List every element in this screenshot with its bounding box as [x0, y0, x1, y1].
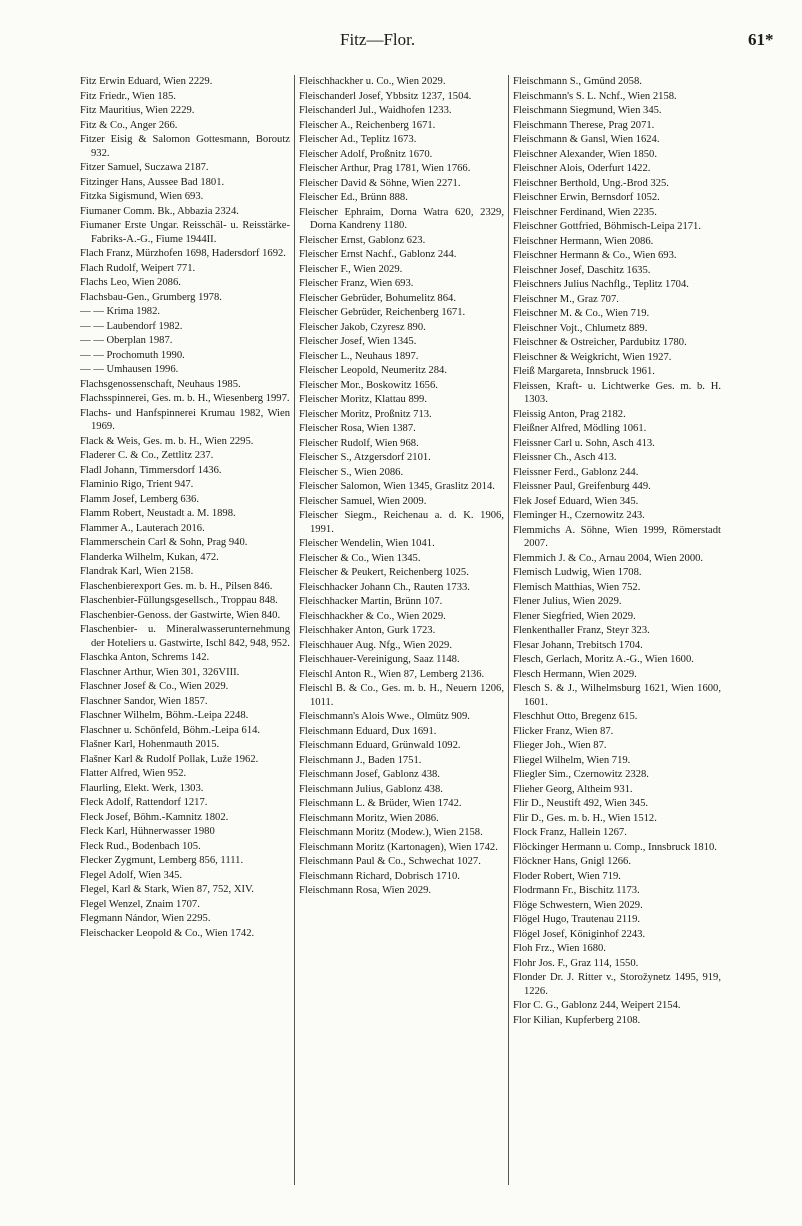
column-1 — [80, 75, 290, 1180]
directory-entry: Flegel Adolf, Wien 345. — [80, 869, 183, 881]
directory-entry: Fleischer Jakob, Czyresz 890. — [299, 321, 426, 333]
directory-entry: Flemmichs A. Söhne, Wien 1999, Römerstadt 2007. — [513, 524, 721, 549]
directory-entry: Fleischer Moritz, Klattau 899. — [299, 394, 427, 405]
column-3 — [513, 75, 721, 1180]
directory-entry: Flögel Hugo, Trautenau 2119. — [513, 914, 641, 925]
directory-entry: Fleischhackher u. Co., Wien 2029. — [299, 76, 446, 87]
directory-entry: Flaurling, Elekt. Werk, 1303. — [80, 782, 204, 794]
directory-entry: Flack & Weis, Ges. m. b. H., Wien 2295. — [80, 435, 254, 447]
directory-entry: Flieger Joh., Wien 87. — [513, 740, 607, 751]
directory-entry: Fleischner Josef, Daschitz 1635. — [513, 264, 651, 276]
directory-entry: Fleischhacker Martin, Brünn 107. — [299, 596, 443, 607]
directory-entry: Fleischacker Leopold & Co., Wien 1742. — [80, 927, 255, 939]
directory-entry: Fleischer A., Reichenberg 1671. — [299, 119, 436, 131]
directory-entry: Flohr Jos. F., Graz 114, 1550. — [513, 957, 639, 969]
directory-entry: Fleissner Ch., Asch 413. — [513, 452, 617, 463]
directory-entry: Fleischmann Eduard, Dux 1691. — [299, 725, 437, 737]
directory-entry: Flecker Zygmunt, Lemberg 856, 1111. — [80, 855, 244, 866]
directory-entry: Fleischanderl Josef, Ybbsitz 1237, 1504. — [299, 90, 472, 102]
directory-entry: Fliegler Sim., Czernowitz 2328. — [513, 769, 649, 780]
directory-entry: Flandrak Karl, Wien 2158. — [80, 566, 194, 577]
directory-entry: Fleischmann Moritz, Wien 2086. — [299, 812, 439, 824]
column-divider — [294, 75, 295, 1185]
directory-entry: Flaschenbier-Füllungsgesellsch., Troppau 848. — [80, 595, 278, 606]
directory-entry: Fleischer Franz, Wien 693. — [299, 278, 414, 289]
directory-entry: Fleischl Anton R., Wien 87, Lemberg 2136. — [299, 668, 485, 680]
directory-entry: Fleischners Julius Nachflg., Teplitz 1704. — [513, 279, 689, 290]
directory-entry: Fitz Friedr., Wien 185. — [80, 90, 176, 102]
directory-entry: Flöckinger Hermann u. Comp., Innsbruck 1810. — [513, 841, 717, 853]
directory-entry: Fitzer Samuel, Suczawa 2187. — [80, 162, 209, 173]
directory-entry: Flesar Johann, Trebitsch 1704. — [513, 639, 643, 651]
directory-entry: Fleissner Ferd., Gablonz 244. — [513, 466, 639, 478]
directory-entry: Flaschenbierexport Ges. m. b. H., Pilsen 846. — [80, 580, 273, 592]
directory-entry: Fleischmann & Gansl, Wien 1624. — [513, 134, 660, 145]
directory-entry: Fleischer Ernst, Gablonz 623. — [299, 234, 426, 246]
directory-entry: Fladerer C. & Co., Zettlitz 237. — [80, 450, 214, 461]
directory-entry: Fleischmann L. & Brüder, Wien 1742. — [299, 798, 462, 809]
directory-entry: Flemmich J. & Co., Arnau 2004, Wien 2000. — [513, 552, 704, 564]
directory-entry: Fleischhauer-Vereinigung, Saaz 1148. — [299, 654, 460, 665]
directory-entry: Flatter Alfred, Wien 952. — [80, 768, 187, 779]
directory-entry: Fiumaner Erste Ungar. Reisschäl- u. Reisstärke-Fabriks-A.-G., Fiume 1944II. — [80, 220, 290, 245]
directory-entry: Flachsbau-Gen., Grumberg 1978. — [80, 291, 222, 303]
directory-entry: Fleischer Rosa, Wien 1387. — [299, 423, 416, 434]
directory-entry: Flegel, Karl & Stark, Wien 87, 752, XIV. — [80, 884, 254, 895]
directory-entry: Flor Kilian, Kupferberg 2108. — [513, 1014, 641, 1026]
directory-entry: Fleischhaker Anton, Gurk 1723. — [299, 625, 436, 636]
directory-entry: Fleischer Gebrüder, Bohumelitz 864. — [299, 292, 456, 304]
directory-entry: Fleischner Vojt., Chlumetz 889. — [513, 322, 648, 334]
directory-entry: Flonder Dr. J. Ritter v., Storožynetz 1495, 919, 1226. — [513, 972, 721, 997]
directory-entry: Flieher Georg, Altheim 931. — [513, 783, 633, 795]
directory-entry: Fleischer Moritz, Proßnitz 713. — [299, 408, 432, 420]
directory-entry: Flir D., Ges. m. b. H., Wien 1512. — [513, 812, 657, 824]
directory-entry: Fleischer Salomon, Wien 1345, Graslitz 2014. — [299, 481, 495, 492]
directory-entry: — — Laubendorf 1982. — [80, 320, 183, 332]
directory-entry: Fleischner Alexander, Wien 1850. — [513, 148, 657, 160]
directory-entry: Fleischer L., Neuhaus 1897. — [299, 350, 419, 362]
directory-entry: Fleischhacker Johann Ch., Rauten 1733. — [299, 581, 470, 593]
directory-entry: Fleischmann Paul & Co., Schwechat 1027. — [299, 856, 481, 867]
directory-entry: Flaschner Wilhelm, Böhm.-Leipa 2248. — [80, 710, 249, 721]
page-title: Fitz—Flor. — [340, 30, 416, 49]
directory-entry: Flöckner Hans, Gnigl 1266. — [513, 856, 631, 867]
directory-entry: Flamm Robert, Neustadt a. M. 1898. — [80, 508, 236, 519]
directory-entry: Fleischer Rudolf, Wien 968. — [299, 437, 419, 449]
directory-entry: Fleischmann Rosa, Wien 2029. — [299, 885, 432, 896]
directory-entry: Fleischmann Moritz (Kartonagen), Wien 1742. — [299, 841, 498, 853]
directory-entry: Fleissen, Kraft- u. Lichtwerke Ges. m. b. H. 1303. — [513, 380, 721, 405]
directory-entry: Fleischner Hermann & Co., Wien 693. — [513, 250, 677, 261]
directory-entry: Fleischmann Richard, Dobrisch 1710. — [299, 870, 460, 882]
directory-entry: Flor C. G., Gablonz 244, Weipert 2154. — [513, 1000, 681, 1011]
directory-entry: Fleck Rud., Bodenbach 105. — [80, 840, 201, 852]
directory-entry: Floh Frz., Wien 1680. — [513, 943, 606, 954]
directory-entry: Fleischer Leopold, Neumeritz 284. — [299, 365, 447, 376]
directory-entry: Fleischner M. & Co., Wien 719. — [513, 308, 650, 319]
directory-entry: Fliegel Wilhelm, Wien 719. — [513, 754, 631, 766]
directory-entry: Fleischer David & Söhne, Wien 2271. — [299, 177, 461, 189]
directory-entry: Fleck Josef, Böhm.-Kamnitz 1802. — [80, 811, 229, 823]
directory-entry: Fleischer Ephraim, Dorna Watra 620, 2329, Dorna Kandreny 1180. — [299, 206, 504, 231]
directory-entry: Fitz & Co., Anger 266. — [80, 119, 178, 131]
column-2 — [299, 75, 504, 1180]
directory-entry: Flašner Karl & Rudolf Pollak, Luže 1962. — [80, 753, 259, 765]
directory-entry: Fleischmann Josef, Gablonz 438. — [299, 769, 440, 780]
directory-entry: Floder Robert, Wien 719. — [513, 870, 621, 882]
directory-entry: Flaschenbier- u. Mineralwasserunternehmung der Hoteliers u. Gastwirte, Ischl 842, 948, 952. — [80, 624, 290, 649]
directory-entry: — — Krima 1982. — [80, 306, 161, 317]
directory-entry: Flöge Schwestern, Wien 2029. — [513, 899, 643, 911]
page-header — [0, 30, 802, 54]
directory-entry: Flener Siegfried, Wien 2029. — [513, 610, 636, 622]
directory-entry: Fleischer Josef, Wien 1345. — [299, 336, 417, 347]
directory-entry: Fleischner & Ostreicher, Pardubitz 1780. — [513, 337, 687, 348]
page-number: 61* — [748, 30, 774, 49]
directory-entry: Fleminger H., Czernowitz 243. — [513, 510, 645, 521]
directory-entry: Fleißner Alfred, Mödling 1061. — [513, 423, 647, 434]
directory-entry: Flaschner Josef & Co., Wien 2029. — [80, 681, 229, 692]
directory-entry: Flögel Josef, Königinhof 2243. — [513, 928, 646, 940]
directory-entry: Flamm Josef, Lemberg 636. — [80, 493, 199, 505]
directory-entry: Flanderka Wilhelm, Kukan, 472. — [80, 551, 219, 563]
directory-entry: Flach Rudolf, Weipert 771. — [80, 262, 196, 274]
directory-entry: Flaschner Sandor, Wien 1857. — [80, 695, 208, 707]
directory-entry: Flir D., Neustift 492, Wien 345. — [513, 798, 649, 809]
directory-entry: Fleischmann's Alois Wwe., Olmütz 909. — [299, 711, 470, 722]
directory-entry: Fleischanderl Jul., Waidhofen 1233. — [299, 105, 452, 116]
directory-entry: — — Prochomuth 1990. — [80, 349, 185, 361]
directory-entry: — — Umhausen 1996. — [80, 364, 179, 375]
directory-entry: Fleischner Hermann, Wien 2086. — [513, 235, 654, 247]
directory-entry: Fleischmann Julius, Gablonz 438. — [299, 783, 443, 795]
directory-entry: Flesch, Gerlach, Moritz A.-G., Wien 1600. — [513, 654, 694, 665]
directory-entry: Fleischer S., Wien 2086. — [299, 466, 404, 478]
directory-entry: Fleischmann S., Gmünd 2058. — [513, 76, 642, 87]
directory-entry: Flodrmann Fr., Bischitz 1173. — [513, 885, 640, 896]
directory-entry: Fleischer F., Wien 2029. — [299, 263, 403, 275]
directory-entry: Fleischer Ad., Teplitz 1673. — [299, 134, 417, 145]
directory-entry: Fleischer Ed., Brünn 888. — [299, 192, 408, 203]
directory-entry: Fleissig Anton, Prag 2182. — [513, 408, 626, 420]
directory-entry: Flachsgenossenschaft, Neuhaus 1985. — [80, 378, 241, 390]
directory-entry: Fitz Erwin Eduard, Wien 2229. — [80, 76, 213, 87]
directory-entry: Flammerschein Carl & Sohn, Prag 940. — [80, 537, 248, 548]
directory-entry: Flaschka Anton, Schrems 142. — [80, 652, 210, 663]
directory-entry: Fleischner Ferdinand, Wien 2235. — [513, 206, 657, 218]
directory-entry: Fleissner Carl u. Sohn, Asch 413. — [513, 437, 655, 449]
directory-entry: Fitz Mauritius, Wien 2229. — [80, 105, 195, 116]
directory-entry: Flachs Leo, Wien 2086. — [80, 277, 181, 288]
directory-entry: Fladl Johann, Timmersdorf 1436. — [80, 464, 222, 476]
directory-entry: Fleischmann Moritz (Modew.), Wien 2158. — [299, 827, 483, 838]
directory-entry: Fleschhut Otto, Bregenz 615. — [513, 711, 638, 722]
directory-entry: Flaschner Arthur, Wien 301, 326VIII. — [80, 666, 240, 678]
directory-entry: Flach Franz, Mürzhofen 1698, Hadersdorf 1692. — [80, 248, 286, 259]
directory-entry: Flemisch Ludwig, Wien 1708. — [513, 567, 642, 578]
directory-entry: Fleck Karl, Hühnerwasser 1980 — [80, 826, 215, 837]
directory-entry: Fleischer & Co., Wien 1345. — [299, 552, 421, 564]
directory-entry: Fleischner Gottfried, Böhmisch-Leipa 2171. — [513, 221, 701, 232]
directory-entry: Flachs- und Hanfspinnerei Krumau 1982, Wien 1969. — [80, 407, 290, 432]
directory-entry: Flicker Franz, Wien 87. — [513, 725, 614, 737]
directory-entry: Fleischmann J., Baden 1751. — [299, 754, 422, 766]
directory-entry: Flachsspinnerei, Ges. m. b. H., Wiesenberg 1997. — [80, 393, 290, 404]
directory-entry: Flener Julius, Wien 2029. — [513, 596, 622, 607]
directory-entry: Flesch S. & J., Wilhelmsburg 1621, Wien 1600, 1601. — [513, 683, 721, 708]
directory-entry: Fleischner Erwin, Bernsdorf 1052. — [513, 192, 660, 203]
directory-entry: Fitzka Sigismund, Wien 693. — [80, 191, 204, 202]
directory-entry: Fleischhackher & Co., Wien 2029. — [299, 610, 446, 622]
directory-entry: Fleischner Berthold, Ung.-Brod 325. — [513, 177, 669, 189]
directory-entry: Fleischmann Therese, Prag 2071. — [513, 119, 655, 131]
directory-entry: Flemisch Matthias, Wien 752. — [513, 581, 641, 593]
directory-entry: Fleischl B. & Co., Ges. m. b. H., Neuern 1206, 1011. — [299, 683, 504, 708]
directory-entry: Flašner Karl, Hohenmauth 2015. — [80, 739, 220, 750]
directory-entry: Fleischner Alois, Oderfurt 1422. — [513, 163, 651, 174]
directory-entry: Flock Franz, Hallein 1267. — [513, 827, 627, 838]
directory-entry: Fleischer & Peukert, Reichenberg 1025. — [299, 567, 469, 578]
directory-entry: Fleischer Gebrüder, Reichenberg 1671. — [299, 307, 466, 318]
directory-entry: Flenkenthaller Franz, Steyr 323. — [513, 625, 650, 636]
directory-entry: Fleck Adolf, Rattendorf 1217. — [80, 797, 208, 808]
directory-entry: Fleischer Mor., Boskowitz 1656. — [299, 379, 438, 391]
directory-entry: Fleischmann Siegmund, Wien 345. — [513, 105, 662, 116]
directory-entry: Flesch Hermann, Wien 2029. — [513, 668, 637, 680]
directory-entry: Flammer A., Lauterach 2016. — [80, 522, 205, 534]
directory-entry: Fleischner M., Graz 707. — [513, 293, 619, 305]
directory-entry: — — Oberplan 1987. — [80, 335, 173, 346]
directory-entry: Fitzinger Hans, Aussee Bad 1801. — [80, 176, 225, 188]
directory-entry: Fleischer Siegm., Reichenau a. d. K. 1906, 1991. — [299, 510, 504, 535]
directory-entry: Fleischmann Eduard, Grünwald 1092. — [299, 740, 461, 751]
directory-entry: Flaminio Rigo, Trient 947. — [80, 479, 194, 490]
directory-entry: Fleischer Samuel, Wien 2009. — [299, 495, 427, 507]
column-divider — [508, 75, 509, 1185]
directory-entry: Fleischer Ernst Nachf., Gablonz 244. — [299, 249, 457, 260]
directory-entry: Fitzer Eisig & Salomon Gottesmann, Boroutz 932. — [80, 134, 290, 159]
directory-entry: Flaschenbier-Genoss. der Gastwirte, Wien 840. — [80, 609, 281, 621]
directory-entry: Fiumaner Comm. Bk., Abbazia 2324. — [80, 205, 239, 217]
directory-entry: Fleischner & Weigkricht, Wien 1927. — [513, 351, 672, 363]
directory-entry: Fleischmann's S. L. Nchf., Wien 2158. — [513, 90, 677, 102]
directory-entry: Fleiß Margareta, Innsbruck 1961. — [513, 366, 655, 377]
directory-entry: Fleischer Arthur, Prag 1781, Wien 1766. — [299, 163, 471, 174]
directory-entry: Flek Josef Eduard, Wien 345. — [513, 495, 639, 507]
directory-entry: Fleischhauer Aug. Nfg., Wien 2029. — [299, 639, 452, 651]
directory-entry: Flegel Wenzel, Znaim 1707. — [80, 898, 200, 910]
directory-entry: Fleischer Adolf, Proßnitz 1670. — [299, 148, 433, 160]
directory-entry: Flaschner u. Schönfeld, Böhm.-Leipa 614. — [80, 724, 261, 736]
directory-entry: Fleissner Paul, Greifenburg 449. — [513, 481, 651, 492]
directory-entry: Flegmann Nándor, Wien 2295. — [80, 913, 211, 924]
directory-entry: Fleischer S., Atzgersdorf 2101. — [299, 452, 431, 463]
directory-entry: Fleischer Wendelin, Wien 1041. — [299, 538, 435, 549]
